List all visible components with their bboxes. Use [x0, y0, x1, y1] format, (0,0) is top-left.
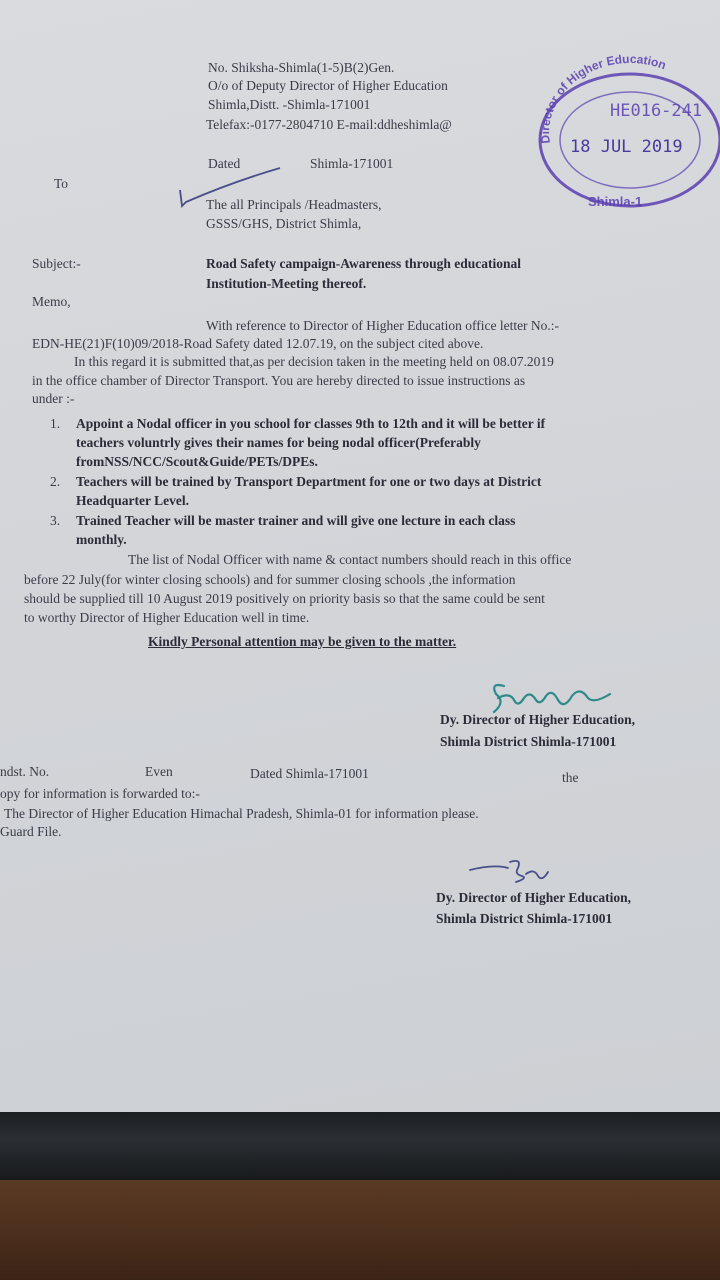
- office-address: Shimla,Distt. -Shimla-171001: [208, 97, 371, 112]
- subject-line-2: Institution-Meeting thereof.: [206, 276, 367, 291]
- signatory-office-2: Shimla District Shimla-171001: [436, 911, 613, 926]
- copy-recipient-1: The Director of Higher Education Himachal Pradesh, Shimla-01 for information please.: [4, 806, 479, 821]
- reference-line-2: EDN-HE(21)F(10)09/2018-Road Safety dated 12.07.19, on the subject cited above.: [32, 336, 484, 351]
- item-number: 2.: [50, 474, 61, 489]
- copy-recipient-2: Guard File.: [0, 824, 62, 839]
- item-3-line-2: monthly.: [76, 532, 127, 547]
- stamp-number: HE016-241: [610, 101, 703, 121]
- item-3-line-1: Trained Teacher will be master trainer and will give one lecture in each class: [76, 513, 516, 528]
- reference-number: No. Shiksha-Shimla(1-5)B(2)Gen.: [208, 60, 395, 75]
- list-line-4: to worthy Director of Higher Education well in time.: [24, 610, 310, 625]
- regard-line-2: in the office chamber of Director Transport. You are hereby directed to issue instructions as: [32, 373, 526, 388]
- received-stamp: [520, 48, 720, 208]
- desk-edge: [0, 1112, 720, 1180]
- list-line-3: should be supplied till 10 August 2019 positively on priority basis so that the same could be sent: [24, 591, 545, 606]
- dated-place: Shimla-171001: [310, 156, 394, 171]
- regard-line-3: under :-: [32, 391, 75, 406]
- regard-line-1: In this regard it is submitted that,as per decision taken in the meeting held on 08.07.2019: [74, 354, 554, 369]
- endorsement-dated: Dated Shimla-171001: [250, 766, 369, 781]
- item-number: 1.: [50, 416, 61, 431]
- signatory-title-1: Dy. Director of Higher Education,: [440, 712, 635, 727]
- initials-image: [464, 854, 564, 888]
- reference-line-1: With reference to Director of Higher Education office letter No.:-: [206, 318, 560, 333]
- copy-forward-line: opy for information is forwarded to:-: [0, 786, 200, 801]
- recipient-line-1: The all Principals /Headmasters,: [206, 197, 382, 212]
- telefax-email: Telefax:-0177-2804710 E-mail:ddheshimla@: [206, 117, 452, 132]
- item-2-line-2: Headquarter Level.: [76, 493, 189, 508]
- desk-surface: [0, 1180, 720, 1280]
- endorsement-even: Even: [145, 764, 173, 779]
- list-line-1: The list of Nodal Officer with name & contact numbers should reach in this office: [128, 552, 572, 567]
- subject-line-1: Road Safety campaign-Awareness through educational: [206, 256, 522, 271]
- subject-label: Subject:-: [32, 256, 81, 271]
- office-name: O/o of Deputy Director of Higher Education: [208, 78, 448, 93]
- stamp-place: Shimla-1: [588, 194, 643, 208]
- signatory-office-1: Shimla District Shimla-171001: [440, 734, 617, 749]
- item-1-line-3: fromNSS/NCC/Scout&Guide/PETs/DPEs.: [76, 454, 318, 469]
- signatory-title-2: Dy. Director of Higher Education,: [436, 890, 631, 905]
- svg-text:Director of Higher Education: [538, 52, 668, 144]
- endorsement-number: ndst. No.: [0, 764, 50, 779]
- stamp-date: 18 JUL 2019: [570, 137, 683, 157]
- item-1-line-2: teachers voluntrly gives their names for being nodal officer(Preferably: [76, 435, 481, 450]
- item-number: 3.: [50, 513, 61, 528]
- recipient-line-2: GSSS/GHS, District Shimla,: [206, 216, 362, 231]
- list-line-2: before 22 July(for winter closing schools) and for summer closing schools ,the information: [24, 572, 516, 587]
- attention-line: Kindly Personal attention may be given to the matter.: [148, 634, 457, 649]
- endorsement-the: the: [562, 770, 579, 785]
- dated-label: Dated: [208, 156, 241, 171]
- item-1-line-1: Appoint a Nodal officer in you school for classes 9th to 12th and it will be better if: [76, 416, 546, 431]
- to-label: To: [54, 176, 69, 191]
- memo-label: Memo,: [32, 294, 71, 309]
- item-2-line-1: Teachers will be trained by Transport Department for one or two days at District: [76, 474, 542, 489]
- stamp-ring-text: Director of Higher Education: [538, 51, 669, 145]
